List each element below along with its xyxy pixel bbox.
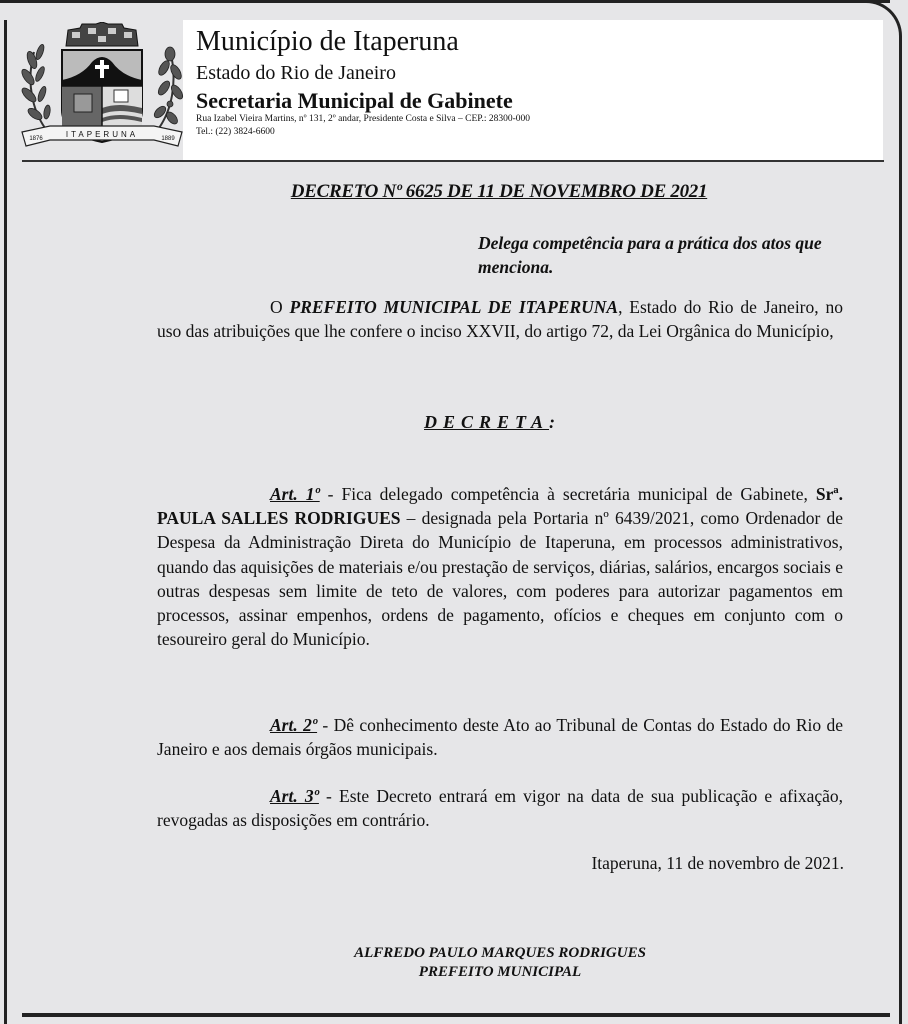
article-2-label: Art. 2º	[270, 715, 318, 735]
article-3-text: - Este Decreto entrará em vigor na data de sua publicação e afixação, revogadas as disposições em contrário.	[157, 786, 843, 831]
mural-crown-icon	[66, 22, 138, 46]
decree-ementa: Delega competência para a prática dos atos que menciona.	[478, 233, 822, 277]
article-1-text-before: - Fica delegado competência à secretária municipal de Gabinete,	[319, 484, 816, 504]
preamble-lead: O	[270, 297, 290, 317]
municipal-crest-logo	[18, 22, 186, 150]
preamble-subject: PREFEITO MUNICIPAL DE ITAPERUNA	[289, 297, 619, 317]
page-frame-top	[0, 0, 890, 3]
letterhead-municipality: Município de Itaperuna	[196, 26, 459, 57]
decreta-colon: :	[549, 412, 562, 432]
decreta-heading	[424, 412, 561, 433]
article-1-text-after: – designada pela Portaria nº 6439/2021, como Ordenador de Despesa da Administração Direta do Município de Itaperuna, em processos administrativos, quando das aquisições de materiais e/ou prestação de serviços, diárias, salários, encargos sociais e outras despesas sem limite de teto de valores, com poderes para autorizar pagamentos em processos, assinar empenhos, ordens de pagamento, ofícios e cheques em conjunto com o tesoureiro geral do Município.	[157, 508, 844, 650]
article-2-text: - Dê conhecimento deste Ato ao Tribunal de Contas do Estado do Rio de Janeiro e aos demais órgãos municipais.	[157, 715, 843, 760]
article-1	[157, 482, 843, 651]
page-frame-left	[4, 20, 7, 1024]
decree-title: DECRETO Nº 6625 DE 11 DE NOVEMBRO DE 2021	[290, 181, 708, 202]
crest-year-right: 1889	[161, 136, 175, 142]
letterhead-state: Estado do Rio de Janeiro	[196, 62, 396, 84]
place-date: Itaperuna, 11 de novembro de 2021.	[591, 853, 844, 873]
crest-banner-text: ITAPERUNA	[65, 130, 139, 139]
decreta-label: DECRETA	[424, 412, 550, 432]
article-3	[157, 784, 843, 832]
article-1-label: Art. 1º	[270, 484, 320, 504]
signatory-role: PREFEITO MUNICIPAL	[418, 964, 582, 980]
signatory-name: ALFREDO PAULO MARQUES RODRIGUES	[354, 945, 646, 961]
letterhead-divider	[22, 160, 884, 162]
article-2	[157, 713, 843, 761]
letterhead-phone: Tel.: (22) 3824-6600	[196, 127, 275, 137]
preamble-rest: , Estado do Rio de Janeiro, no uso das atribuições que lhe confere o inciso XXVII, do artigo 72, da Lei Orgânica do Município,	[157, 297, 844, 342]
page-frame-right	[899, 36, 902, 1024]
crest-year-left: 1876	[29, 136, 43, 142]
letterhead-secretariat: Secretaria Municipal de Gabinete	[196, 88, 513, 113]
article-1-delegate-name: Srª. PAULA SALLES RODRIGUES	[157, 484, 843, 529]
coffee-branch-right-icon	[152, 47, 185, 132]
footer-divider	[22, 1013, 890, 1017]
laurel-left-icon	[20, 43, 52, 132]
article-3-label: Art. 3º	[270, 786, 319, 806]
decree-preamble	[157, 295, 843, 343]
letterhead-address: Rua Izabel Vieira Martins, nº 131, 2º andar, Presidente Costa e Silva – CEP.: 28300-000	[196, 114, 531, 124]
